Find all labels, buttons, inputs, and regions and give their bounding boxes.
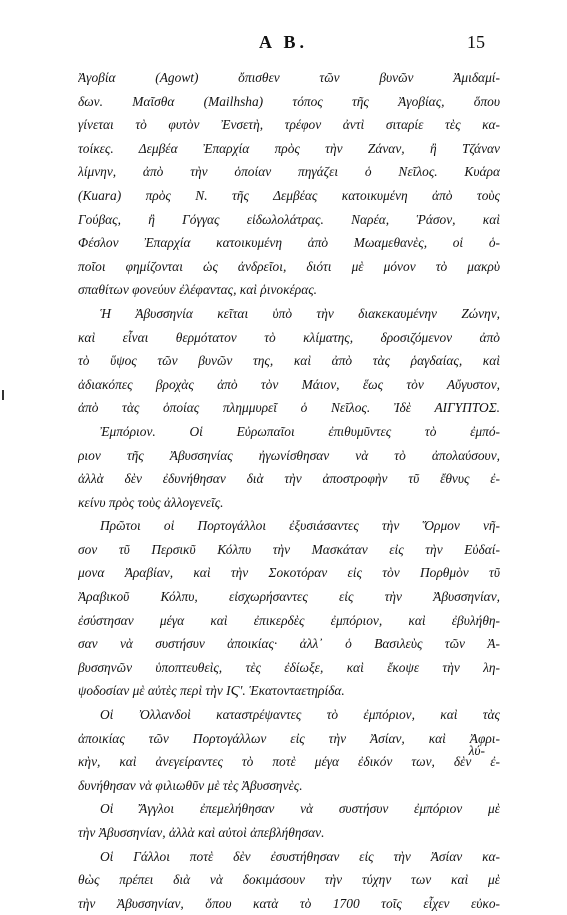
text-line: Ἡ Ἀβυσσηνία κεῖται ὑπὸ τὴν διακεκαυμένην Ζώνην, [100, 305, 500, 321]
text-line: (Kuara) πρὸς Ν. τῆς Δεμβέας κατοικυμένη ἀπὸ τοὺς [78, 187, 500, 203]
text-line: ἀδιακόπες βροχὰς ἀπὸ τὸν Μάιον, ἕως τὸν Αὔγυστον, [78, 376, 500, 392]
text-line: Οἱ Γάλλοι ποτὲ δὲν ἐσυστήθησαν εἰς τὴν Ἀσίαν κα- [100, 848, 500, 864]
text-line: τὴν Ἀβυσσηνίαν, ὅπου κατὰ τὸ 1700 τοῖς εἶχεν εὐκο- [78, 895, 500, 911]
text-line: Οἱ Ὀλλανδοὶ καταστρέψαντες τὸ ἐμπόριον, καὶ τὰς [100, 707, 500, 723]
text-line: Ἐμπόριον. Οἱ Εὐρωπαῖοι ἐπιθυμῦντες τὸ ἐμπό- [100, 423, 500, 439]
text-line: σον τῦ Περσικῦ Κόλπυ τὴν Μασκάταν εἰς τὴν Εὐδαί- [78, 541, 500, 557]
text-line: σαν νὰ συστήσυν ἀποικίας· ἀλλ᾿ ὁ Βασιλεὺς τῶν Ἀ- [78, 636, 500, 652]
page-number: 15 [467, 32, 485, 52]
text-line: ἀπὸ τὰς ὁποίας πλημμυρεῖ ὁ Νεῖλος. Ἰδὲ ΑΙΓΥΠΤΟΣ. [78, 400, 500, 416]
text-line: ἐσύστησαν μέγα καὶ ἐπικερδὲς ἐμπόριον, καὶ ἐβυλήθη- [78, 612, 500, 628]
text-line: ριον τῆς Ἀβυσσηνίας ἠγωνίσθησαν νὰ τὸ ἀπολαύσουν, [78, 447, 500, 463]
text-line: θὼς πρέπει διὰ νὰ δοκιμάσουν τὴν τύχην των καὶ μὲ [78, 872, 500, 888]
text-line: Οἱ Ἄγγλοι ἐπεμελήθησαν νὰ συστήσυν ἐμπόριον μὲ [100, 801, 500, 817]
catchword: λύ- [468, 743, 485, 758]
text-line: λίμνην, ἀπὸ τὴν ὁποίαν πηγάζει ὁ Νεῖλος. Κυάρα [78, 164, 500, 180]
text-line: ἀποικίας τῶν Πορτογάλλων εἰς τὴν Ἀσίαν, καὶ Ἀφρι- [78, 730, 500, 746]
text-line: ποῖοι φημίζονται ὡς ἀνδρεῖοι, διότι μὲ μόνον τὸ μακρὺ [78, 258, 500, 274]
text-line: σπαθίτων φονεύυν ἐλέφαντας, καὶ ῥινοκέρας. [78, 282, 318, 298]
text-line: κὴν, καὶ ἀνεγείραντες τὸ ποτὲ μέγα ἐδικόν των, δὲν ἐ- [78, 754, 500, 770]
text-line: Ἀραβικοῦ Κόλπυ, εἰσχωρήσαντες εἰς τὴν Ἀβυσσηνίαν, [78, 589, 500, 605]
text-line: καὶ εἶναι θερμότατον τὸ κλίματης, δροσιζόμενον ἀπὸ [78, 329, 500, 345]
signature-mark: Α Β. [258, 32, 308, 52]
text-line: Φέσλον Ἐπαρχία κατοικυμένη ἀπὸ Μωαμεθανὲς, οἱ ὁ- [78, 235, 500, 251]
text-line: Γούβας, ἢ Γόγγας εἰδωλολάτρας. Ναρέα, Ῥάσον, καὶ [78, 211, 500, 227]
text-line: βυσσηνῶν ὑποπτευθεὶς, τὲς ἐδίωξε, καὶ ἔκοψε τὴν λη- [78, 659, 500, 675]
text-line: τὴν Ἀβυσσηνίαν, ἀλλὰ καὶ αὐτοὶ ἀπεβλήθησαν. [78, 825, 325, 840]
text-line: δυνήθησαν νὰ φιλιωθῦν μὲ τὲς Ἀβυσσηνὲς. [78, 777, 303, 793]
body-text [78, 66, 500, 915]
text-line: τὸ ὕψος τῶν βυνῶν της, καὶ ἀπὸ τὰς ῥαγδαίας, καὶ [78, 353, 500, 369]
text-line: τοίκες. Δεμβέα Ἐπαρχία πρὸς τὴν Ζάναν, ἢ Τζάναν [78, 140, 500, 156]
text-line: ψοδοσίαν μὲ αὐτὲς περὶ τὴν ΙϚ'. Ἑκατονταετηρίδα. [78, 683, 345, 699]
text-line: κείνυ πρὸς τοὺς ἀλλογενεῖς. [78, 494, 224, 510]
text-line: ἀλλὰ δὲν ἐδυνήθησαν διὰ τὴν ἀποστροφὴν τῦ ἔθνυς ἐ- [78, 471, 500, 487]
text-line: Ἀγοβία (Agowt) ὄπισθεν τῶν βυνῶν Ἀμιδαμί- [78, 70, 500, 85]
text-line: δων. Μαῖσθα (Mailhsha) τόπος τῆς Ἀγοβίας, ὅπου [78, 93, 500, 109]
text-line: Πρῶτοι οἱ Πορτογάλλοι ἐξυσιάσαντες τὴν Ὅρμον νῆ- [100, 518, 500, 534]
text-line: μονα Ἀραβίαν, καὶ τὴν Σοκοτόραν εἰς τὸν Πορθμὸν τῦ [78, 565, 500, 581]
text-line: γίνεται τὸ φυτὸν Ἐνσετὴ, τρέφον ἀντὶ σιταρίε τὲς κα- [78, 117, 500, 133]
margin-mark [2, 390, 4, 400]
